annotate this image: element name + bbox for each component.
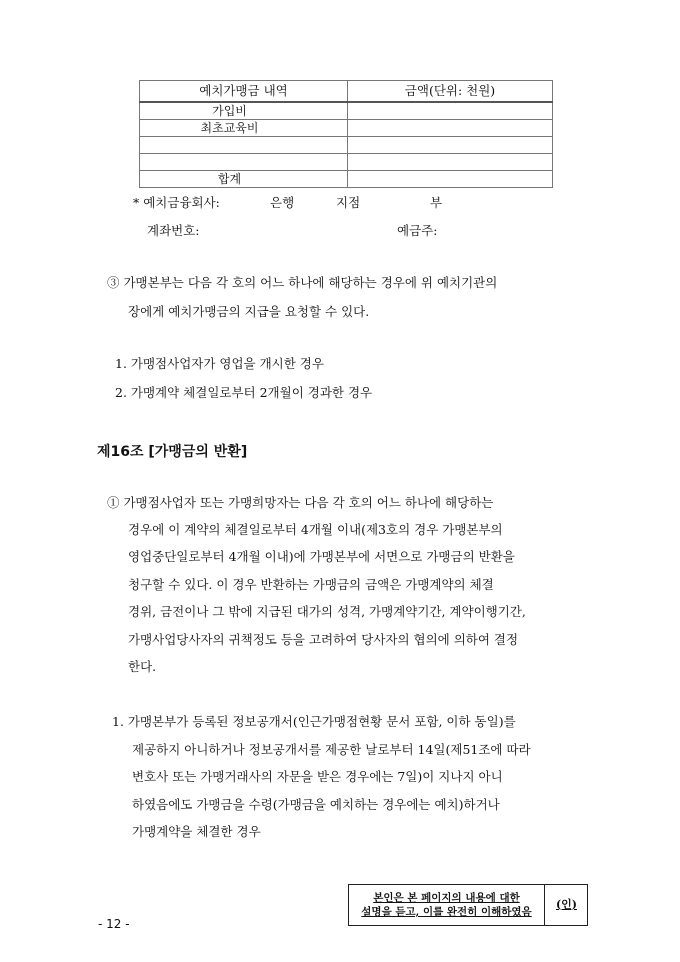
- table-row: [140, 137, 553, 154]
- seal-field[interactable]: (인): [555, 898, 578, 911]
- table-header-cell: 금액(단위: 천원): [348, 81, 553, 103]
- table-cell: [348, 171, 553, 188]
- table-cell: [140, 137, 348, 154]
- row-label: 가입비: [212, 104, 247, 118]
- confirmation-line: 설명을 듣고, 이를 완전히 이해하였음: [361, 906, 532, 918]
- row-label: 최초교육비: [200, 121, 259, 135]
- article16-item-line: 변호사 또는 가맹거래사의 자문을 받은 경우에는 7일)이 지나지 아니: [132, 769, 503, 784]
- row-label: 합계: [217, 172, 242, 186]
- table-row: [140, 154, 553, 171]
- dept-suffix: 부: [430, 195, 443, 210]
- clause3-item: 1. 가맹점사업자가 영업을 개시한 경우: [115, 356, 324, 371]
- bank-label: * 예치금융회사:: [133, 195, 220, 210]
- article16-para-line: 한다.: [128, 659, 157, 674]
- table-header-cell: 예치가맹금 내역: [140, 81, 348, 103]
- deposit-table: [139, 80, 553, 188]
- article-16-heading: 제16조 [가맹금의 반환]: [97, 444, 248, 460]
- table-cell: [140, 120, 348, 137]
- article16-para-line: 경위, 금전이나 그 밖에 지급된 대가의 성격, 가맹계약기간, 계약이행기간,: [128, 604, 526, 619]
- confirmation-box: [348, 884, 588, 926]
- confirmation-line: 본인은 본 페이지의 내용에 대한: [373, 892, 520, 904]
- clause3-line: ③ 가맹본부는 다음 각 호의 어느 하나에 해당하는 경우에 위 예치기관의: [107, 275, 498, 290]
- table-cell: [140, 171, 348, 188]
- table-row: [140, 120, 553, 137]
- account-number-label: 계좌번호:: [147, 223, 200, 238]
- clause3-line: 장에게 예치가맹금의 지급을 요청할 수 있다.: [128, 304, 370, 319]
- table-row: [140, 171, 553, 188]
- table-cell: [348, 120, 553, 137]
- article16-para-line: 경우에 이 계약의 체결일로부터 4개월 이내(제3호의 경우 가맹본부의: [128, 522, 503, 537]
- table-header-row: [140, 81, 553, 103]
- branch-suffix: 지점: [336, 195, 361, 210]
- confirmation-statement: [349, 885, 545, 925]
- table-cell: [140, 102, 348, 120]
- table-cell: [348, 154, 553, 171]
- article16-para-line: 가맹사업당사자의 귀책정도 등을 고려하여 당사자의 협의에 의하여 결정: [128, 632, 519, 647]
- article16-item-line: 제공하지 아니하거나 정보공개서를 제공한 날로부터 14일(제51조에 따라: [132, 742, 531, 757]
- table-cell: [140, 154, 348, 171]
- article16-item-line: 1. 가맹본부가 등록된 정보공개서(인근가맹점현황 문서 포함, 이하 동일)를: [112, 714, 516, 729]
- bank-suffix: 은행: [270, 195, 295, 210]
- article16-para-line: 청구할 수 있다. 이 경우 반환하는 가맹금의 금액은 가맹계약의 체결: [128, 577, 494, 592]
- page-number: - 12 -: [98, 917, 130, 931]
- table-row: [140, 102, 553, 120]
- account-holder-label: 예금주:: [397, 223, 438, 238]
- table-cell: [348, 137, 553, 154]
- article16-para-line: ① 가맹점사업자 또는 가맹희망자는 다음 각 호의 어느 하나에 해당하는: [107, 495, 494, 510]
- article16-para-line: 영업중단일로부터 4개월 이내)에 가맹본부에 서면으로 가맹금의 반환을: [128, 549, 515, 564]
- clause3-item: 2. 가맹계약 체결일로부터 2개월이 경과한 경우: [115, 385, 373, 400]
- article16-item-line: 가맹계약을 체결한 경우: [132, 824, 261, 839]
- article16-item-line: 하였음에도 가맹금을 수령(가맹금을 예치하는 경우에는 예치)하거나: [132, 797, 500, 812]
- table-cell: [348, 102, 553, 120]
